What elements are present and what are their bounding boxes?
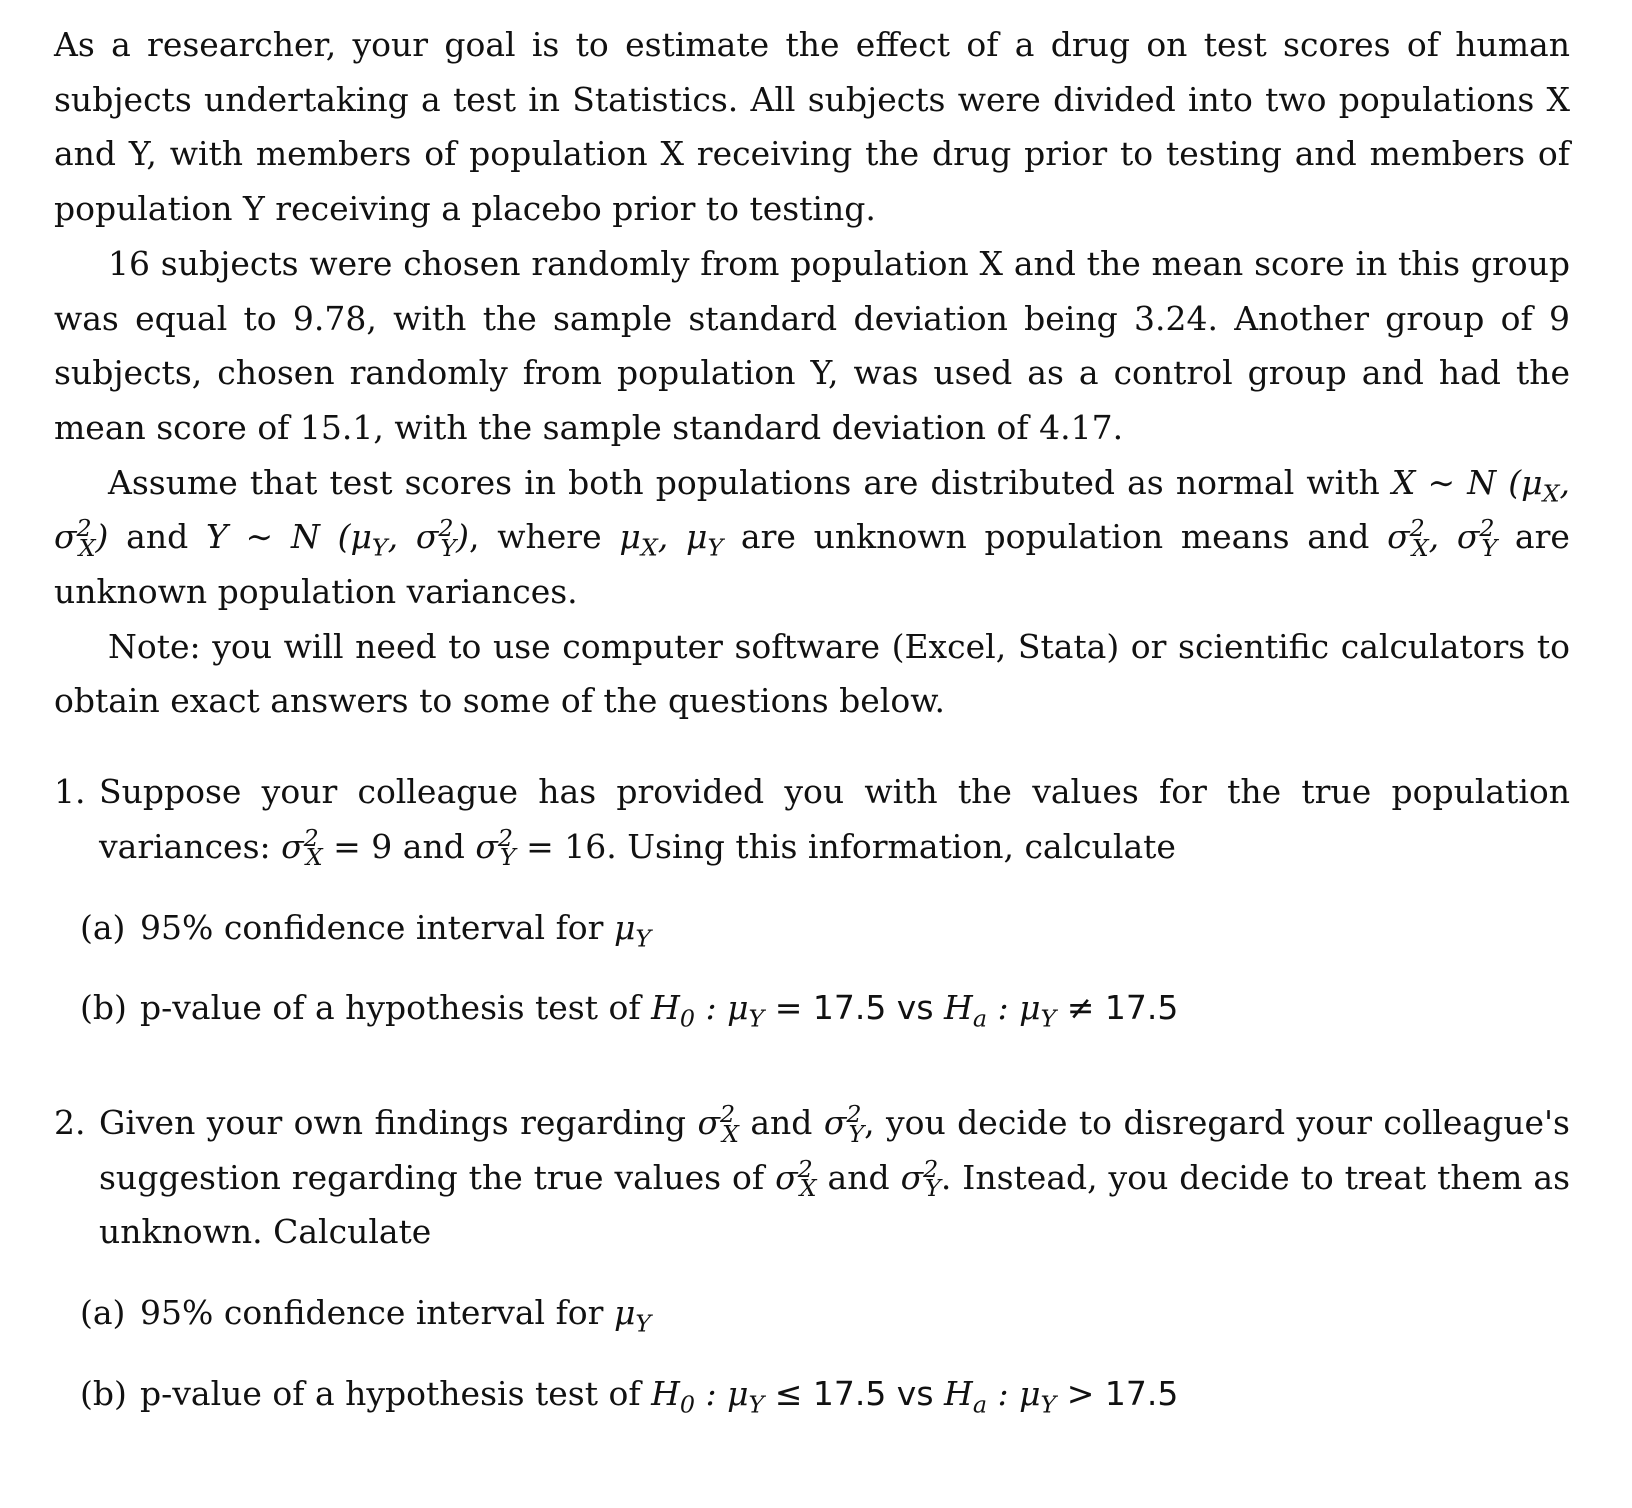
q2-text-b: and	[750, 1102, 813, 1142]
question-number: 1.	[54, 772, 86, 812]
mu-y: $\mu_Y$	[613, 1293, 652, 1338]
formula-x-normal: X ∼ N ($\mu_X$, $\sigma^2_X$)	[54, 462, 1571, 562]
q2-text-d: and	[827, 1157, 890, 1197]
q2b-text: p-value of a hypothesis test of	[140, 1373, 641, 1413]
q1-text-c: = 16. Using this information, calculate	[526, 826, 1176, 866]
q1a-text: 95% confidence interval for	[140, 907, 604, 947]
q2-text-c: , you decide to disregard your colleague's suggestion regarding the true values of	[99, 1102, 1570, 1197]
q1b-text: p-value of a hypothesis test of	[140, 988, 641, 1028]
intro-paragraph-1: As a researcher, your goal is to estimate the effect of a drug on test scores of human subjects undertaking a test in Statistics. All subjects were divided into two populations X and Y, with members of population X receiving the drug prior to testing and members of population Y receiving a placebo prior to testing.	[54, 25, 1570, 229]
ha-label: $H_a$ : $\mu_Y$	[944, 1373, 1057, 1419]
question-2b	[54, 1367, 1570, 1422]
q2b-h0: ≤ 17.5 vs	[774, 1373, 934, 1413]
q2a-text: 95% confidence interval for	[140, 1293, 604, 1333]
sigma-x-squared: $\sigma^2_X$	[775, 1154, 817, 1203]
sigma-y-squared: $\sigma^2_Y$	[823, 1099, 865, 1148]
p3-part-b: and	[126, 517, 189, 557]
intro-paragraph-2: 16 subjects were chosen randomly from population X and the mean score in this group was equal to 9.78, with the sample standard deviation being 3.24. Another group of 9 subjects, chosen randomly from population Y, was used as a control group and had the mean score of 15.1, with the sample standard deviation of 4.17.	[54, 243, 1570, 447]
q1b-h0: = 17.5 vs	[774, 988, 934, 1028]
formula-variances: $\sigma^2_X$, $\sigma^2_Y$	[1387, 514, 1498, 562]
q1-text-b: = 9 and	[333, 826, 465, 866]
question-number: 2.	[54, 1102, 86, 1142]
mu-y: $\mu_Y$	[613, 907, 652, 953]
part-label: (a)	[80, 1293, 126, 1333]
q1-text-a: Suppose your colleague has provided you with the values for the true population variances:	[99, 772, 1570, 866]
sigma-x-squared: $\sigma^2_X$	[697, 1099, 739, 1148]
intro-paragraph-4: Note: you will need to use computer software (Excel, Stata) or scientific calculators to obtain exact answers to some of the questions below.	[54, 626, 1570, 721]
h0-label: $H_0$ : $\mu_Y$	[651, 1373, 765, 1419]
question-2a	[54, 1286, 1570, 1341]
sigma-x-squared: $\sigma^2_X$	[281, 823, 323, 872]
question-1a	[54, 901, 1570, 956]
document-page	[54, 18, 1570, 1421]
p3-part-e: are unknown population variances.	[54, 517, 1570, 612]
sigma-y-squared: $\sigma^2_Y$	[900, 1154, 941, 1203]
q1b-ha: ≠ 17.5	[1066, 988, 1179, 1028]
ha-label: $H_a$ : $\mu_Y$	[944, 988, 1057, 1033]
q2b-ha: > 17.5	[1066, 1373, 1179, 1413]
p3-part-d: are unknown population means and	[740, 517, 1370, 557]
question-list	[54, 765, 1570, 1421]
q2-text-a: Given your own findings regarding	[99, 1102, 687, 1142]
question-1	[54, 765, 1570, 874]
sigma-y-squared: $\sigma^2_Y$	[475, 823, 516, 872]
p3-part-a: Assume that test scores in both populations are distributed as normal with	[108, 462, 1380, 502]
question-1b	[54, 981, 1570, 1036]
question-2	[54, 1096, 1570, 1260]
part-label: (a)	[80, 907, 126, 947]
formula-means: $\mu_X$, $\mu_Y$	[619, 517, 724, 562]
q2-text-e: . Instead, you decide to treat them as unknown. Calculate	[99, 1157, 1571, 1252]
part-label: (b)	[80, 1373, 127, 1413]
part-label: (b)	[80, 988, 127, 1028]
h0-label: $H_0$ : $\mu_Y$	[651, 988, 765, 1033]
intro-paragraph-3	[54, 456, 1570, 620]
p3-part-c: , where	[469, 517, 602, 557]
formula-y-normal: Y ∼ N ($\mu_Y$, $\sigma^2_Y$)	[205, 514, 470, 562]
